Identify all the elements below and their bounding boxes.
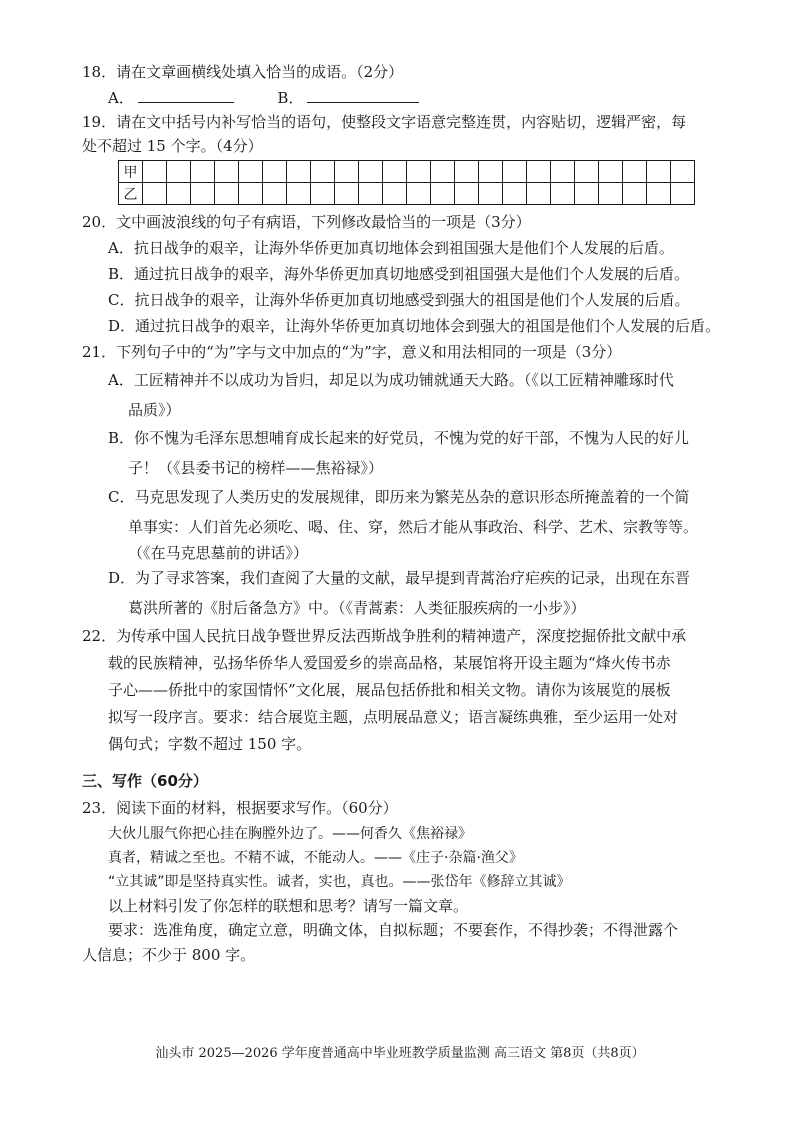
q23-stem: 23．阅读下面的材料，根据要求写作。（60分） xyxy=(82,799,398,817)
q19-answer-grid xyxy=(118,160,695,205)
q22-line-2: 载的民族精神，弘扬华侨华人爱国爱乡的崇高品格，某展馆将开设主题为“烽火传书赤 xyxy=(108,654,671,672)
q18-label-b: B． xyxy=(277,89,304,107)
q18-blank-b[interactable] xyxy=(307,88,419,103)
q21-option-c-line-1: C．马克思发现了人类历史的发展规律，即历来为繁芜丛杂的意识形态所掩盖着的一个简 xyxy=(108,488,690,506)
q19-line-2: 处不超过 15 个字。（4分） xyxy=(82,137,263,155)
q22-line-1: 22．为传承中国人民抗日战争暨世界反法西斯战争胜利的精神遗产，深度挖掘侨批文献中承 xyxy=(82,627,687,645)
q23-prompt: 以上材料引发了你怎样的联想和思考？请写一篇文章。 xyxy=(108,897,469,915)
q23-quote-1: 大伙儿服气你把心挂在胸膛外边了。——何香久《焦裕禄》 xyxy=(108,826,472,842)
q22-line-3: 子心——侨批中的家国情怀”文化展，展品包括侨批和相关文物。请你为该展览的展板 xyxy=(108,681,671,699)
section-title-writing: 三、写作（60分） xyxy=(82,772,208,790)
q21-stem: 21．下列句子中的“为”字与文中加点的“为”字，意义和用法相同的一项是（3分） xyxy=(82,343,622,361)
q20-stem: 20．文中画波浪线的句子有病语，下列修改最恰当的一项是（3分） xyxy=(82,213,531,231)
q22-line-5: 偶句式；字数不超过 150 字。 xyxy=(108,735,312,753)
q18-label-a: A． xyxy=(108,89,134,107)
q18-answer-line xyxy=(108,88,419,108)
q23-requirement-line-1: 要求：选准角度，确定立意，明确文体，自拟标题；不要套作，不得抄袭；不得泄露个 xyxy=(108,921,679,939)
q21-option-c-line-3: （《在马克思墓前的讲话》） xyxy=(128,544,309,562)
q21-option-d-line-1: D．为了寻求答案，我们查阅了大量的文献，最早提到青蒿治疗疟疾的记录，出现在东晋 xyxy=(108,569,691,587)
q21-option-d-line-2: 葛洪所著的《肘后备急方》中。（《青蒿素：人类征服疾病的一小步》） xyxy=(128,599,586,617)
q21-option-c-line-2: 单事实：人们首先必须吃、喝、住、穿，然后才能从事政治、科学、艺术、宗教等等。 xyxy=(128,518,699,536)
q18-stem: 18．请在文章画横线处填入恰当的成语。（2分） xyxy=(82,63,404,81)
q20-option-d: D．通过抗日战争的艰辛，让海外华侨更加真切地体会到强大的祖国是他们个人发展的后盾。 xyxy=(108,317,721,335)
q19-row-yi xyxy=(119,183,695,205)
q20-option-b: B．通过抗日战争的艰辛，海外华侨更加真切地感受到祖国强大是他们个人发展的后盾。 xyxy=(108,265,690,283)
q21-option-b-line-2: 子！（《县委书记的榜样——焦裕禄》） xyxy=(128,459,384,477)
q22-line-4: 拟写一段序言。要求：结合展览主题，点明展品意义；语言凝练典雅，至少运用一处对 xyxy=(108,708,679,726)
q19-row-label: 甲 xyxy=(119,161,143,183)
q19-line-1: 19．请在文中括号内补写恰当的语句，使整段文字语意完整连贯，内容贴切，逻辑严密，每 xyxy=(82,113,687,131)
q21-option-b-line-1: B．你不愧为毛泽东思想哺育成长起来的好党员，不愧为党的好干部，不愧为人民的好儿 xyxy=(108,429,690,447)
q23-quote-2: 真者，精诚之至也。不精不诚，不能动人。——《庄子·杂篇·渔父》 xyxy=(108,850,523,866)
q20-option-c: C．抗日战争的艰辛，让海外华侨更加真切地感受到强大的祖国是他们个人发展的后盾。 xyxy=(108,291,690,309)
q21-option-a-line-1: A．工匠精神并不以成功为旨归，却足以为成功铺就通天大路。（《以工匠精神雕琢时代 xyxy=(108,371,674,389)
q19-row-jia xyxy=(119,161,695,183)
q23-quote-3: “立其诚”即是坚持真实性。诚者，实也，真也。——张岱年《修辞立其诚》 xyxy=(108,874,571,890)
q21-option-a-line-2: 品质》） xyxy=(128,401,181,419)
q19-row-label: 乙 xyxy=(119,183,143,205)
q20-option-a: A．抗日战争的艰辛，让海外华侨更加真切地体会到祖国强大是他们个人发展的后盾。 xyxy=(108,239,674,257)
page-footer: 汕头市 2025—2026 学年度普通高中毕业班教学质量监测 高三语文 第8页（共8页） xyxy=(155,1046,645,1061)
q23-requirement-line-2: 人信息；不少于 800 字。 xyxy=(82,946,256,964)
q18-blank-a[interactable] xyxy=(138,88,234,103)
